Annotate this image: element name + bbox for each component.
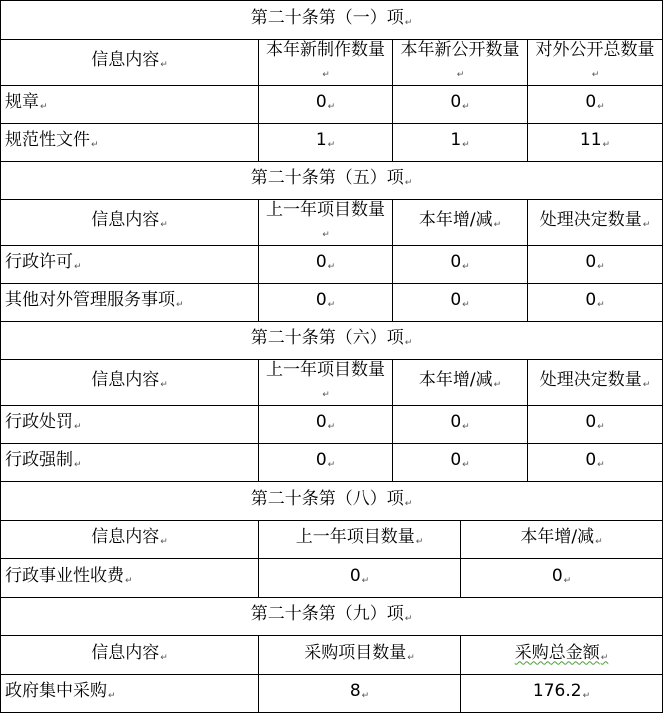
- table-row: [1, 284, 663, 322]
- value-cell: 176.2 ↵: [461, 675, 663, 713]
- row-label: 行政处罚 ↵: [1, 406, 259, 444]
- value-cell: 0 ↵: [393, 406, 528, 444]
- section-title: [1, 598, 663, 636]
- header-cell: 信息内容 ↵: [1, 636, 259, 675]
- value-cell: 0 ↵: [393, 86, 528, 124]
- value-cell: 0 ↵: [259, 284, 393, 322]
- section-title: [1, 1, 663, 40]
- header-cell: 采购项目数量 ↵: [259, 636, 461, 675]
- value-cell: 0 ↵: [259, 559, 461, 598]
- value-cell: 0 ↵: [259, 246, 393, 284]
- header-cell: 本年增/减 ↵: [393, 360, 528, 406]
- header-cell: 处理决定数量 ↵: [528, 360, 663, 406]
- value-cell: 11 ↵: [528, 124, 663, 162]
- row-label: 规章 ↵: [1, 86, 259, 124]
- table-row: [1, 124, 663, 162]
- header-cell: 信息内容 ↵: [1, 521, 259, 559]
- value-cell: 8 ↵: [259, 675, 461, 713]
- section-title-text: 第二十条第（一）项 ↵: [251, 8, 413, 28]
- header-cell: 上一年项目数量 ↵: [259, 200, 393, 246]
- section-title: [1, 322, 663, 360]
- value-cell: 0 ↵: [393, 246, 528, 284]
- value-cell: 0 ↵: [528, 284, 663, 322]
- row-label: 行政事业性收费 ↵: [1, 559, 259, 598]
- section-title: [1, 482, 663, 521]
- value-cell: 0 ↵: [528, 444, 663, 482]
- header-cell: 本年新制作数量 ↵: [259, 40, 393, 86]
- table-row: [1, 86, 663, 124]
- value-cell: 0 ↵: [259, 444, 393, 482]
- header-cell: 信息内容 ↵: [1, 360, 259, 406]
- header-cell: 对外公开总数量 ↵: [528, 40, 663, 86]
- value-cell: 0 ↵: [259, 86, 393, 124]
- table-row: [1, 559, 663, 598]
- header-cell: 上一年项目数量 ↵: [259, 360, 393, 406]
- header-cell: 采购总金额 ↵: [461, 636, 663, 675]
- section-title-text: 第二十条第（五）项 ↵: [251, 168, 413, 188]
- value-cell: 0 ↵: [259, 406, 393, 444]
- header-cell: 本年增/减 ↵: [393, 200, 528, 246]
- section-title-text: 第二十条第（九）项 ↵: [251, 604, 413, 624]
- row-label: 其他对外管理服务事项 ↵: [1, 284, 259, 322]
- row-label: 行政许可 ↵: [1, 246, 259, 284]
- header-cell: 本年新公开数量 ↵: [393, 40, 528, 86]
- row-label: 行政强制 ↵: [1, 444, 259, 482]
- value-cell: 1 ↵: [393, 124, 528, 162]
- value-cell: 0 ↵: [528, 406, 663, 444]
- value-cell: 0 ↵: [393, 284, 528, 322]
- table-row: [1, 675, 663, 713]
- value-cell: 0 ↵: [461, 559, 663, 598]
- value-cell: 0 ↵: [393, 444, 528, 482]
- value-cell: 0 ↵: [528, 246, 663, 284]
- header-cell: 处理决定数量 ↵: [528, 200, 663, 246]
- table-row: [1, 246, 663, 284]
- header-cell: 信息内容 ↵: [1, 200, 259, 246]
- section-title-text: 第二十条第（八）项 ↵: [251, 489, 413, 509]
- header-cell: 本年增/减 ↵: [461, 521, 663, 559]
- table-row: [1, 406, 663, 444]
- table-row: [1, 444, 663, 482]
- section-title: [1, 162, 663, 200]
- row-label: 规范性文件 ↵: [1, 124, 259, 162]
- value-cell: 1 ↵: [259, 124, 393, 162]
- header-cell: 信息内容 ↵: [1, 40, 259, 86]
- row-label: 政府集中采购 ↵: [1, 675, 259, 713]
- header-cell: 上一年项目数量 ↵: [259, 521, 461, 559]
- section-title-text: 第二十条第（六）项 ↵: [251, 328, 413, 348]
- value-cell: 0 ↵: [528, 86, 663, 124]
